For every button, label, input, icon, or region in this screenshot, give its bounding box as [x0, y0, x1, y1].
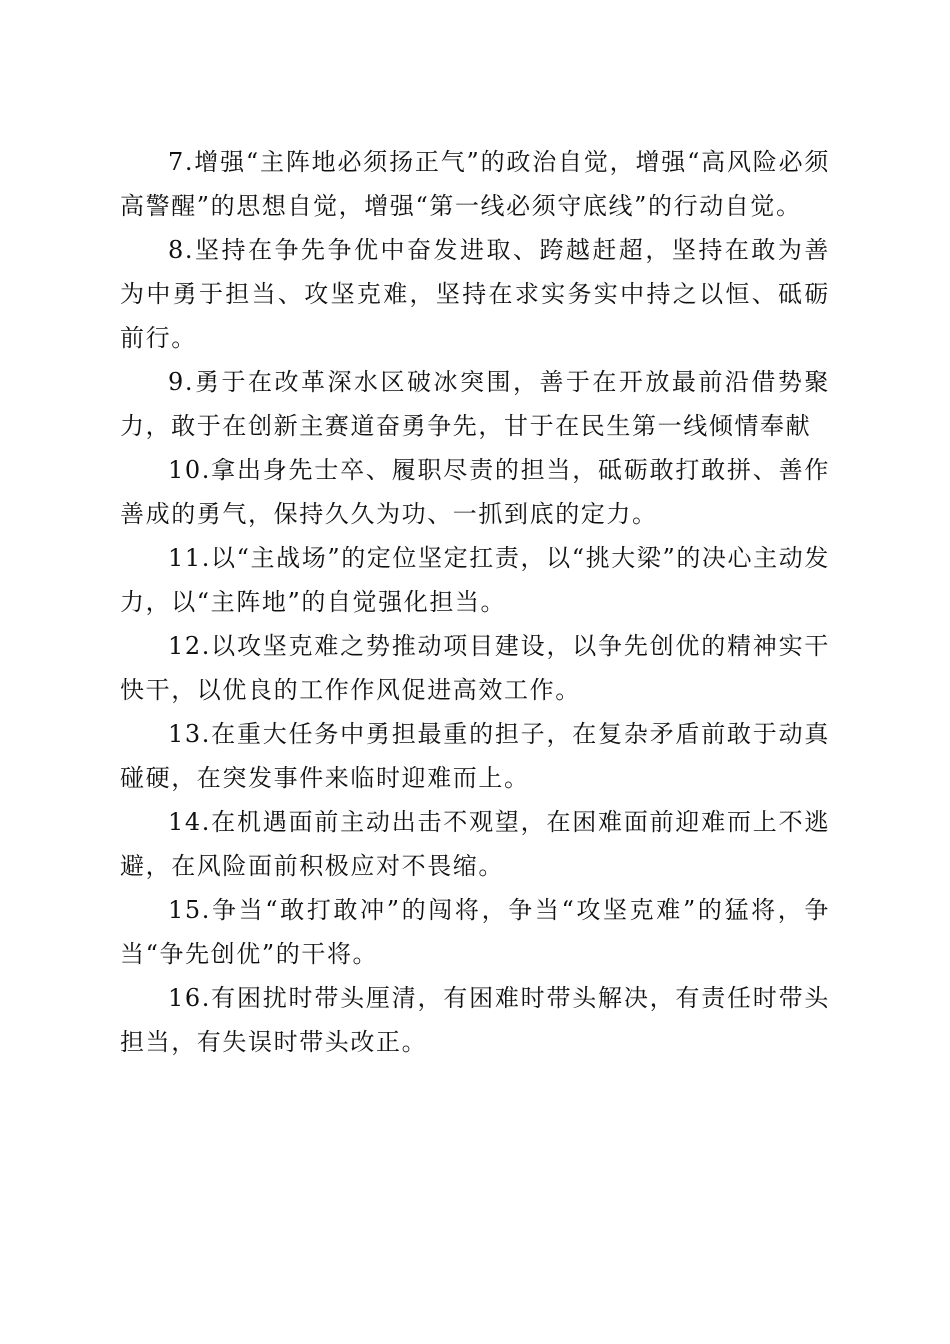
paragraph-9: 9.勇于在改革深水区破冰突围，善于在开放最前沿借势聚力，敢于在创新主赛道奋勇争先，甘于在民生第一线倾情奉献	[120, 368, 830, 440]
paragraph-12: 12.以攻坚克难之势推动项目建设，以争先创优的精神实干快干，以优良的工作作风促进高效工作。	[120, 632, 830, 704]
paragraph-11: 11.以“主战场”的定位坚定扛责，以“挑大梁”的决心主动发力，以“主阵地”的自觉强化担当。	[120, 544, 830, 616]
paragraph-10: 10.拿出身先士卒、履职尽责的担当，砥砺敢打敢拼、善作善成的勇气，保持久久为功、一抓到底的定力。	[120, 456, 830, 528]
paragraph-13: 13.在重大任务中勇担最重的担子，在复杂矛盾前敢于动真碰硬，在突发事件来临时迎难而上。	[120, 720, 830, 792]
paragraph-14: 14.在机遇面前主动出击不观望，在困难面前迎难而上不逃避，在风险面前积极应对不畏缩。	[120, 808, 830, 880]
paragraph-7: 7.增强“主阵地必须扬正气”的政治自觉，增强“高风险必须高警醒”的思想自觉，增强“第一线必须守底线”的行动自觉。	[120, 148, 830, 220]
paragraph-15: 15.争当“敢打敢冲”的闯将，争当“攻坚克难”的猛将，争当“争先创优”的干将。	[120, 896, 830, 968]
paragraph-8: 8.坚持在争先争优中奋发进取、跨越赶超，坚持在敢为善为中勇于担当、攻坚克难，坚持在求实务实中持之以恒、砥砺前行。	[120, 236, 830, 352]
document-body	[120, 140, 830, 1064]
paragraph-16: 16.有困扰时带头厘清，有困难时带头解决，有责任时带头担当，有失误时带头改正。	[120, 984, 830, 1056]
